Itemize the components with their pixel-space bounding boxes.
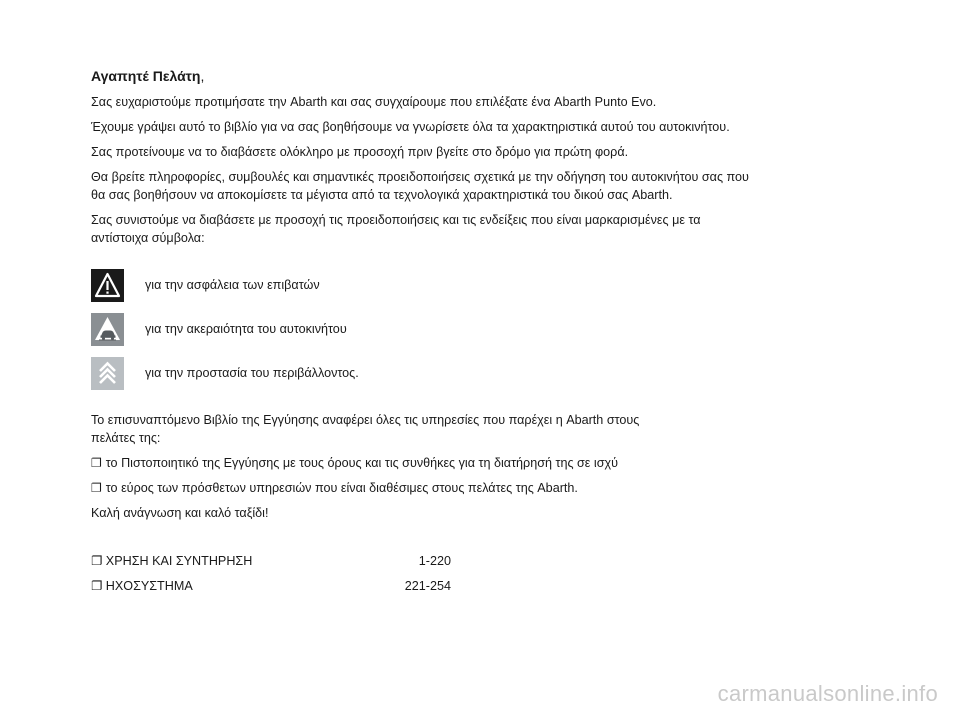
toc-row-use-maintenance[interactable]: [91, 552, 451, 570]
table-of-contents: [91, 552, 451, 595]
symbol-label-environment: για την προστασία του περιβάλλοντος.: [145, 366, 359, 380]
bullet-item-certificate: [91, 454, 851, 472]
intro-paragraph-advice: Σας προτείνουμε να το διαβάσετε ολόκληρο με προσοχή πριν βγείτε στο δρόμο για πρώτη φορά.: [91, 145, 629, 159]
toc-pages-sound-system: 221-254: [404, 579, 451, 593]
symbols-intro-paragraph: [91, 211, 851, 247]
intro-paragraph-purpose: Έχουμε γράψει αυτό το βιβλίο για να σας βοηθήσουμε να γνωρίσετε όλα τα χαρακτηριστικά αυτού του αυτοκινήτου.: [91, 120, 730, 134]
greeting-comma: ,: [200, 68, 205, 84]
warranty-paragraph: [91, 411, 851, 447]
bullet-text-certificate: το Πιστοποιητικό της Εγγύησης με τους όρους και τις συνθήκες για τη διατήρησή της σε ισχύ: [105, 456, 618, 470]
symbol-label-safety: για την ασφάλεια των επιβατών: [145, 278, 320, 292]
symbol-row-vehicle: [91, 312, 851, 346]
checkbox-bullet-icon: ❐: [91, 554, 103, 568]
warranty-line-2: πελάτες της:: [91, 431, 161, 445]
bullet-text-services: το εύρος των πρόσθετων υπηρεσιών που είναι διαθέσιμες στους πελάτες της Abarth.: [105, 481, 578, 495]
symbols-intro-line-2: αντίστοιχα σύμβολα:: [91, 231, 205, 245]
checkbox-bullet-icon: ❐: [91, 579, 103, 593]
symbol-row-safety: [91, 268, 851, 302]
symbol-label-vehicle: για την ακεραιότητα του αυτοκινήτου: [145, 322, 347, 336]
warranty-line-1: Το επισυναπτόμενο Βιβλίο της Εγγύησης αναφέρει όλες τις υπηρεσίες που παρέχει η Abarth στους: [91, 413, 640, 427]
toc-title-text: ΗΧΟΣΥΣΤΗΜΑ: [105, 579, 193, 593]
symbol-row-environment: [91, 356, 851, 390]
toc-pages-use-maintenance: 1-220: [418, 554, 451, 568]
site-watermark: carmanualsonline.info: [717, 681, 938, 706]
greeting-heading: [91, 66, 851, 86]
checkbox-bullet-icon: ❐: [91, 456, 102, 470]
symbol-legend: [91, 268, 851, 390]
bullet-item-services: [91, 479, 851, 497]
greeting-text: Αγαπητέ Πελάτη: [91, 68, 201, 84]
info-line-2: θα σας βοηθήσουν να αποκομίσετε τα μέγιστα από τα τεχνολογικά χαρακτηριστικά του δικού σας Abarth.: [91, 188, 673, 202]
intro-paragraph-thanks: Σας ευχαριστούμε προτιμήσατε την Abarth και σας συγχαίρουμε που επιλέξατε ένα Abarth Punto Evo.: [91, 95, 657, 109]
manual-intro-page: [91, 66, 851, 595]
warning-triangle-icon: [91, 269, 124, 302]
toc-title-sound-system: [91, 577, 193, 595]
toc-row-sound-system[interactable]: [91, 577, 451, 595]
toc-title-text: ΧΡΗΣΗ ΚΑΙ ΣΥΝΤΗΡΗΣΗ: [105, 554, 253, 568]
checkbox-bullet-icon: ❐: [91, 481, 102, 495]
symbols-intro-line-1: Σας συνιστούμε να διαβάσετε με προσοχή τις προειδοποιήσεις και τις ενδείξεις που είναι μαρκαρισμένες με τα: [91, 213, 701, 227]
info-paragraph: [91, 168, 851, 204]
car-damage-icon: [91, 313, 124, 346]
toc-title-use-maintenance: [91, 552, 252, 570]
info-line-1: Θα βρείτε πληροφορίες, συμβουλές και σημαντικές προειδοποιήσεις σχετικά με την οδήγηση του αυτοκινήτου σας που: [91, 170, 749, 184]
farewell-text: Καλή ανάγνωση και καλό ταξίδι!: [91, 506, 269, 520]
environment-icon: [91, 357, 124, 390]
